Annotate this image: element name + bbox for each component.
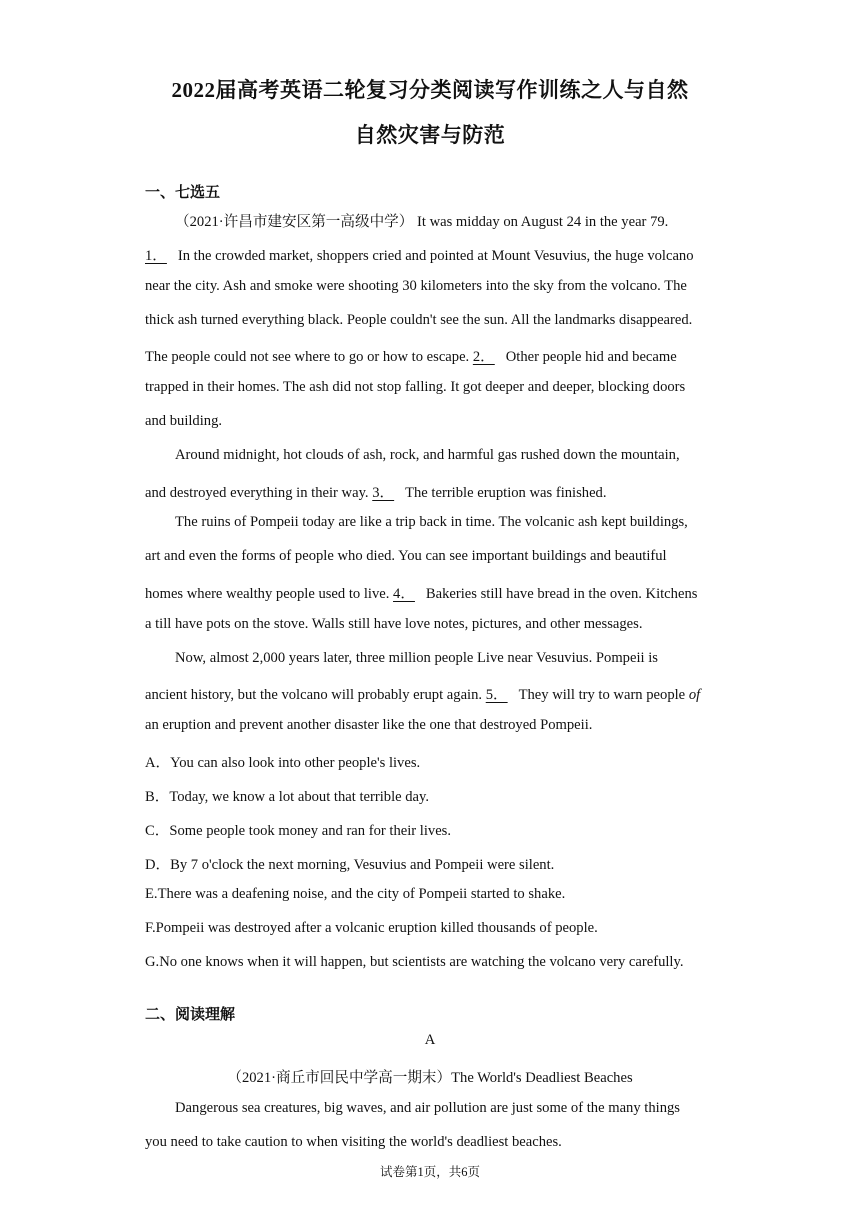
- blank-5: 5．: [485, 687, 508, 703]
- document-title: 2022届高考英语二轮复习分类阅读写作训练之人与自然: [171, 78, 689, 102]
- passage-title: （2021·商丘市回民中学高一期末）The World's Deadliest Beaches: [227, 1070, 633, 1086]
- passage-line: art and even the forms of people who died. You can see important buildings and beautiful: [145, 548, 667, 564]
- passage-line: The ruins of Pompeii today are like a trip back in time. The volcanic ash kept buildings,: [175, 514, 688, 530]
- option-e: E.There was a deafening noise, and the city of Pompeii started to shake.: [145, 886, 566, 902]
- passage-line: Dangerous sea creatures, big waves, and air pollution are just some of the many things: [175, 1100, 680, 1116]
- option-a: A．You can also look into other people's lives.: [145, 755, 421, 771]
- blank-4: 4．: [393, 586, 415, 602]
- passage-line: Around midnight, hot clouds of ash, rock, and harmful gas rushed down the mountain,: [175, 447, 680, 463]
- section-heading-reading: 二、阅读理解: [145, 1005, 236, 1023]
- passage-line: and building.: [145, 413, 223, 429]
- passage-line: 1． In the crowded market, shoppers cried and pointed at Mount Vesuvius, the huge volcano: [145, 248, 694, 264]
- passage-line: a till have pots on the stove. Walls still have love notes, pictures, and other messages.: [145, 616, 643, 632]
- passage-line: （2021·许昌市建安区第一高级中学） It was midday on August 24 in the year 79.: [175, 214, 669, 230]
- passage-line: homes where wealthy people used to live. 4． Bakeries still have bread in the oven. Kitchens: [145, 586, 698, 602]
- blank-2: 2．: [472, 349, 495, 365]
- passage-line: trapped in their homes. The ash did not stop falling. It got deeper and deeper, blocking doors: [145, 379, 686, 395]
- blank-1: 1．: [145, 248, 167, 264]
- passage-letter: A: [424, 1032, 436, 1048]
- blank-3: 3．: [372, 485, 395, 501]
- section-heading-cloze: 一、七选五: [145, 183, 221, 201]
- passage-line: thick ash turned everything black. People couldn't see the sun. All the landmarks disappeared.: [145, 312, 693, 328]
- passage-line: an eruption and prevent another disaster like the one that destroyed Pompeii.: [145, 717, 593, 733]
- option-d: D．By 7 o'clock the next morning, Vesuvius and Pompeii were silent.: [145, 857, 555, 873]
- document-subtitle: 自然灾害与防范: [354, 123, 506, 147]
- option-b: B．Today, we know a lot about that terrible day.: [145, 789, 430, 805]
- option-f: F.Pompeii was destroyed after a volcanic eruption killed thousands of people.: [145, 920, 598, 936]
- passage-line: you need to take caution to when visiting the world's deadliest beaches.: [145, 1134, 562, 1150]
- passage-line: and destroyed everything in their way. 3． The terrible eruption was finished.: [145, 485, 607, 501]
- passage-line: near the city. Ash and smoke were shooting 30 kilometers into the sky from the volcano. The: [145, 278, 687, 294]
- passage-line: The people could not see where to go or how to escape. 2． Other people hid and became: [145, 349, 677, 365]
- option-c: C．Some people took money and ran for their lives.: [145, 823, 451, 839]
- option-g: G.No one knows when it will happen, but scientists are watching the volcano very carefully.: [145, 954, 684, 970]
- passage-line: Now, almost 2,000 years later, three million people Live near Vesuvius. Pompeii is: [175, 650, 658, 666]
- page-footer: 试卷第1页，共6页: [379, 1165, 480, 1179]
- passage-line: ancient history, but the volcano will probably erupt again. 5． They will try to warn people of: [145, 687, 701, 703]
